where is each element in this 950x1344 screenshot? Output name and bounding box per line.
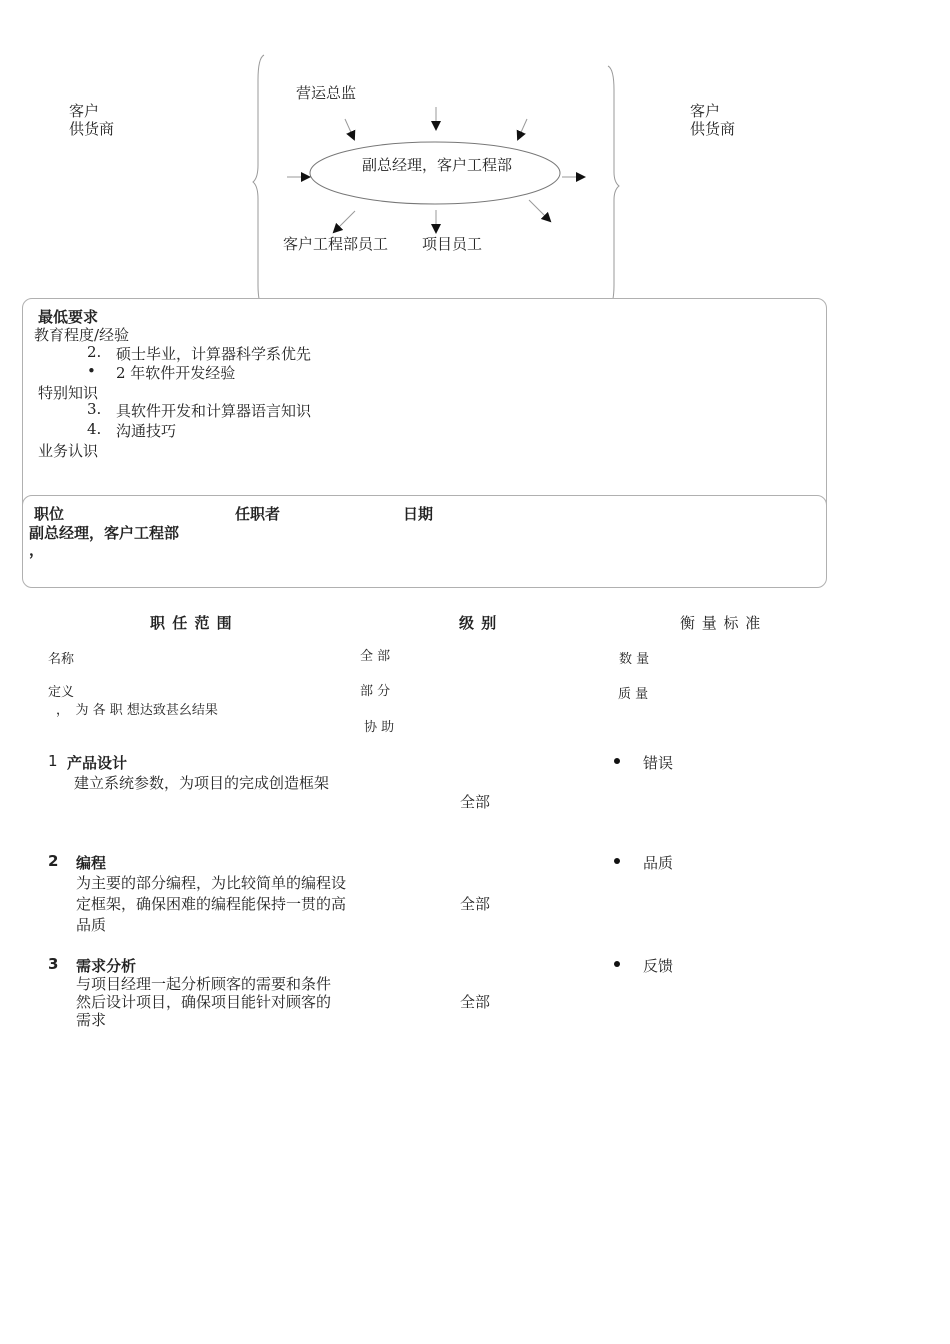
arrow-to-staff	[334, 211, 355, 232]
date-label: 日期	[403, 505, 434, 523]
header-scope: 职 任 范 围	[150, 614, 233, 632]
sub-definition: 定义	[48, 685, 75, 700]
row-number: 3	[48, 955, 59, 973]
center-label: 副总经理，客户工程部	[362, 156, 513, 174]
right-brace	[608, 66, 619, 308]
left-brace	[253, 55, 264, 308]
subordinate-project-label: 项目员工	[422, 235, 483, 253]
right-party-supplier: 供货商	[690, 120, 736, 138]
row-measure: 错误	[643, 754, 674, 772]
row-title: 产品设计	[67, 754, 128, 772]
sub-quality: 质 量	[618, 687, 649, 702]
left-party-supplier: 供货商	[69, 120, 115, 138]
business-label: 业务认识	[38, 442, 99, 460]
row-measure: 反馈	[643, 957, 674, 975]
position-comma: ，	[29, 541, 45, 559]
row-description: 为主要的部分编程，为比较简单的编程设定框架，确保困难的编程能保持一贯的高品质	[76, 874, 347, 934]
right-party-customer: 客户	[690, 102, 721, 120]
sub-quantity: 数 量	[619, 652, 650, 667]
arrow-supervisor-right	[518, 119, 527, 139]
row-number: 2	[48, 852, 59, 870]
knowledge-item-2: 沟通技巧	[116, 422, 177, 440]
row-level: 全部	[460, 895, 491, 913]
arrow-down-right	[529, 200, 550, 221]
holder-label: 任职者	[235, 505, 281, 523]
sub-level-part: 部 分	[360, 684, 391, 699]
left-party-customer: 客户	[69, 102, 100, 120]
row-description: 建立系统参数，为项目的完成创造框架	[74, 774, 330, 792]
position-title: 副总经理，客户工程部	[29, 524, 180, 542]
sub-name: 名称	[48, 652, 75, 667]
requirements-title: 最低要求	[38, 308, 99, 326]
bullet-icon	[614, 758, 620, 764]
knowledge-marker-2: 4.	[87, 420, 102, 438]
education-item-1: 硕士毕业，计算器科学系优先	[116, 345, 312, 363]
row-measure: 品质	[643, 854, 674, 872]
header-level: 级 别	[459, 614, 498, 632]
subordinate-staff-label: 客户工程部员工	[283, 235, 389, 253]
bullet-icon	[614, 858, 620, 864]
education-marker-2: •	[87, 362, 96, 380]
bullet-icon	[614, 961, 620, 967]
knowledge-item-1: 具软件开发和计算器语言知识	[116, 402, 312, 420]
knowledge-label: 特别知识	[38, 384, 99, 402]
row-level: 全部	[460, 993, 491, 1011]
knowledge-marker-1: 3.	[87, 400, 102, 418]
sub-definition-detail: ， 为 各 职 想达致甚幺结果	[56, 703, 218, 718]
sub-level-all: 全 部	[360, 649, 391, 664]
row-level: 全部	[460, 793, 491, 811]
row-description: 与项目经理一起分析顾客的需要和条件然后设计项目，确保项目能针对顾客的需求	[76, 975, 332, 1029]
header-measure: 衡 量 标 准	[680, 614, 762, 632]
education-item-2: 2 年软件开发经验	[116, 364, 236, 382]
education-label: 教育程度/经验	[34, 326, 130, 344]
sub-level-assist: 协 助	[364, 720, 395, 735]
row-title: 需求分析	[76, 957, 137, 975]
row-title: 编程	[76, 854, 107, 872]
education-marker-1: 2.	[87, 343, 102, 361]
arrow-supervisor-left	[345, 119, 354, 139]
row-number: 1	[48, 752, 58, 770]
supervisor-label: 营运总监	[296, 84, 357, 102]
position-label: 职位	[34, 505, 65, 523]
